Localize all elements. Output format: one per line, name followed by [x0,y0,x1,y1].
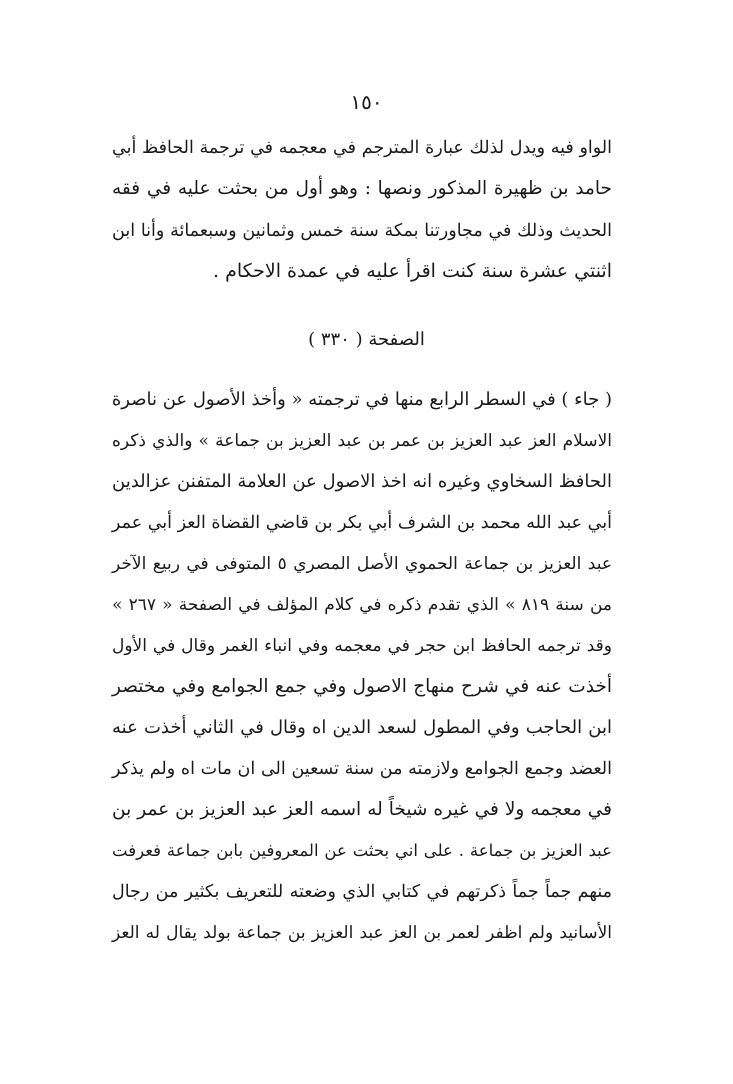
text-line: ابن الحاجب وفي المطول لسعد الدين اه وقال في الثاني أخذت عنه [112,717,612,738]
text-line: وقد ترجمه الحافظ ابن حجر في معجمه وفي انباء الغمر وقال في الأول [112,636,612,656]
text-line: منهم جماً جماً ذكرتهم في كتابي الذي وضعته للتعريف بكثير من رجال [112,882,612,902]
text-line: العضد وجمع الجوامع ولازمته من سنة تسعين الى ان مات اه ولم يذكر [112,759,612,779]
text-line: أخذت عنه في شرح منهاج الاصول وفي جمع الجوامع وفي مختصر [112,676,612,697]
text-line: الواو فيه ويدل لذلك عبارة المترجم في معجمه في ترجمة الحافظ أبي [112,138,612,158]
text-line: الاسلام العز عبد العزيز بن عمر بن عبد العزيز بن جماعة » والذي ذكره [112,431,612,451]
text-line: ( جاء ) في السطر الرابع منها في ترجمته « وأخذ الأصول عن ناصرة [111,389,612,410]
text-line: اثنتي عشرة سنة كنت اقرأ عليه في عمدة الاحكام . [212,260,612,282]
text-line: عبد العزيز بن جماعة . على اني بحثت عن المعروفين بابن جماعة فعرفت [112,841,612,860]
text-line: عبد العزيز بن جماعة الحموي الأصل المصري ٥ المتوفى في ربيع الآخر [112,554,612,574]
page-number: ١٥٠ [350,90,383,114]
text-line: من سنة ٨١٩ » الذي تقدم ذكره في كلام المؤلف في الصفحة « ٢٦٧ » [112,595,612,615]
text-line: في معجمه ولا في غيره شيخاً له اسمه العز عبد العزيز بن عمر بن [112,799,612,820]
text-line: الحافظ السخاوي وغيره انه اخذ الاصول عن العلامة المتفنن عزالدين [112,471,612,492]
text-line: أبي عبد الله محمد بن الشرف أبي بكر بن قاضي القضاة العز أبي عمر [111,513,612,533]
text-line: حامد بن ظهيرة المذكور ونصها : وهو أول من بحثت عليه في فقه [112,178,612,199]
text-line: الحديث وذلك في مجاورتنا بمكة سنة خمس وثمانين وسبعمائة وأنا ابن [112,221,612,241]
section-heading: الصفحة ( ٣٣٠ ) [308,329,425,350]
text-line: الأسانيد ولم اظفر لعمر بن العز عبد العزيز بن جماعة بولد يقال له العز [112,923,612,943]
